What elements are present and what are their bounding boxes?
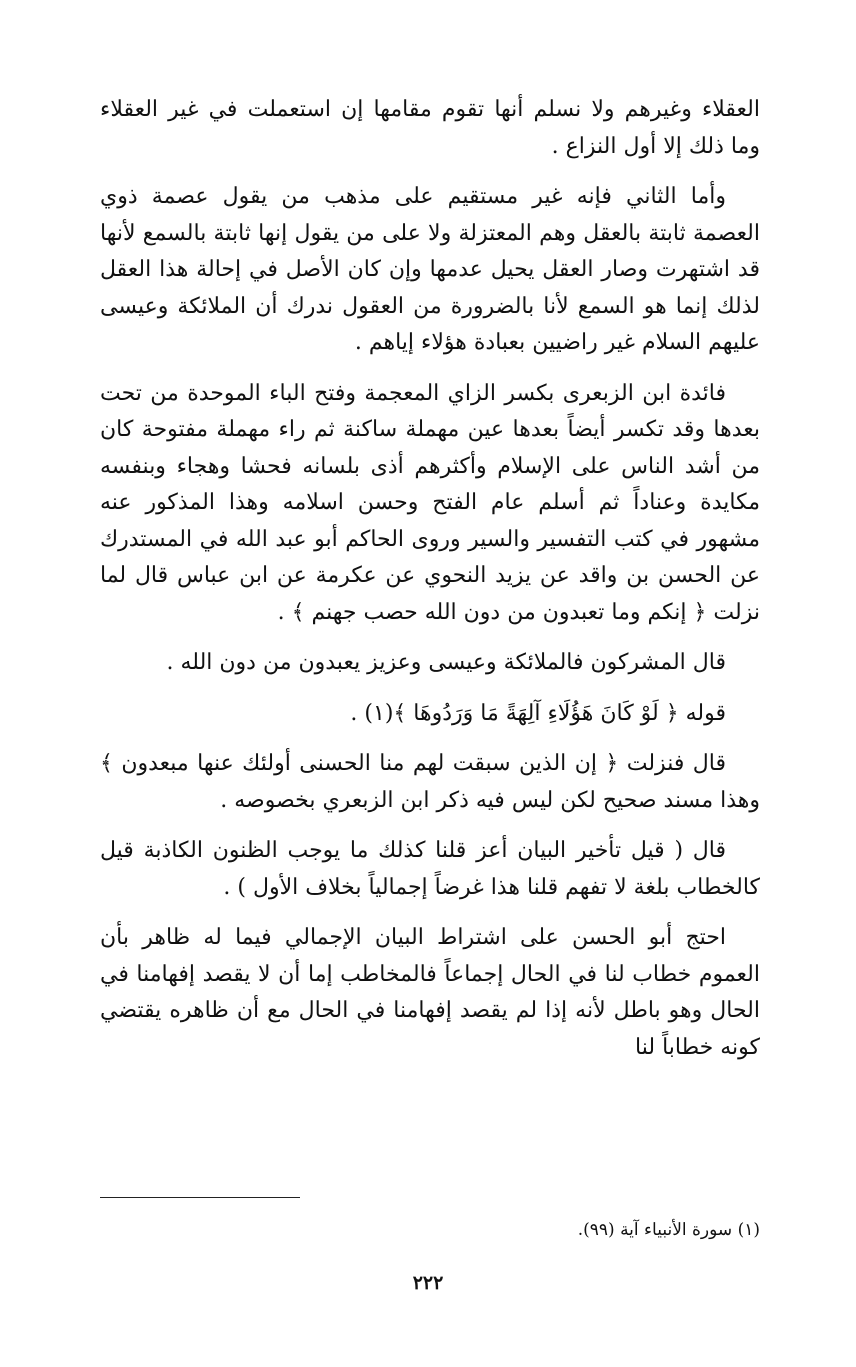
paragraph-3: فائدة ابن الزبعرى بكسر الزاي المعجمة وفتح الباء الموحدة من تحت بعدها وقد تكسر أيضاً بعدها عين مهملة ساكنة ثم راء مهملة مفتوحة كان من أشد الناس على الإسلام وأكثرهم أذى بلسانه فحشا وهجاء وبنفسه مكايدة وعناداً ثم أسلم عام الفتح وحسن اسلامه وهذا المذكور عنه مشهور في كتب التفسير والسير وروى الحاكم أبو عبد الله في المستدرك عن الحسن بن واقد عن يزيد النحوي عن عكرمة عن ابن عباس قال لما نزلت ﴿ إنكم وما تعبدون من دون الله حصب جهنم ﴾ . [100,380,760,625]
paragraph-1: العقلاء وغيرهم ولا نسلم أنها تقوم مقامها إن استعملت في غير العقلاء وما ذلك إلا أول النزاع . [100,97,760,159]
paragraph-6: قال فنزلت ﴿ إن الذين سبقت لهم منا الحسنى أولئك عنها مبعدون ﴾ وهذا مسند صحيح لكن ليس فيه ذكر ابن الزبعري بخصوصه . [100,751,760,813]
paragraph-7: قال ( قيل تأخير البيان أعز قلنا كذلك ما يوجب الظنون الكاذبة قيل كالخطاب بلغة لا تفهم قلنا هذا غرضاً إجمالياً بخلاف الأول ) . [100,838,760,900]
paragraph-8: احتج أبو الحسن على اشتراط البيان الإجمالي فيما له ظاهر بأن العموم خطاب لنا في الحال إجماعاً فالمخاطب إما أن لا يقصد إفهامنا في الحال وهو باطل لأنه إذا لم يقصد إفهامنا في الحال مع أن ظاهره يقتضي كونه خطاباً لنا [100,925,760,1060]
page-body [100,92,760,1080]
paragraph-5: قوله ﴿ لَوْ كَانَ هَؤُلَاءِ آلِهَةً مَا وَرَدُوهَا ﴾(١) . [350,700,726,726]
footnote-divider [100,1197,300,1198]
paragraph-4: قال المشركون فالملائكة وعيسى وعزيز يعبدون من دون الله . [166,650,726,675]
paragraph-2: وأما الثاني فإنه غير مستقيم على مذهب من يقول عصمة ذوي العصمة ثابتة بالعقل وهم المعتزلة ولا على من يقول إنها ثابتة بالسمع لأنها قد اشتهرت وصار العقل يحيل عدمها وإن كان الأصل في إحالة هذا العقل لذلك إنما هو السمع لأنا بالضرورة من العقول ندرك أن الملائكة وعيسى عليهم السلام غير راضيين بعبادة هؤلاء إياهم . [100,184,760,355]
page-number: ٢٢٢ [412,1272,444,1294]
footnote: (١) سورة الأنبياء آية (٩٩). [577,1220,760,1240]
